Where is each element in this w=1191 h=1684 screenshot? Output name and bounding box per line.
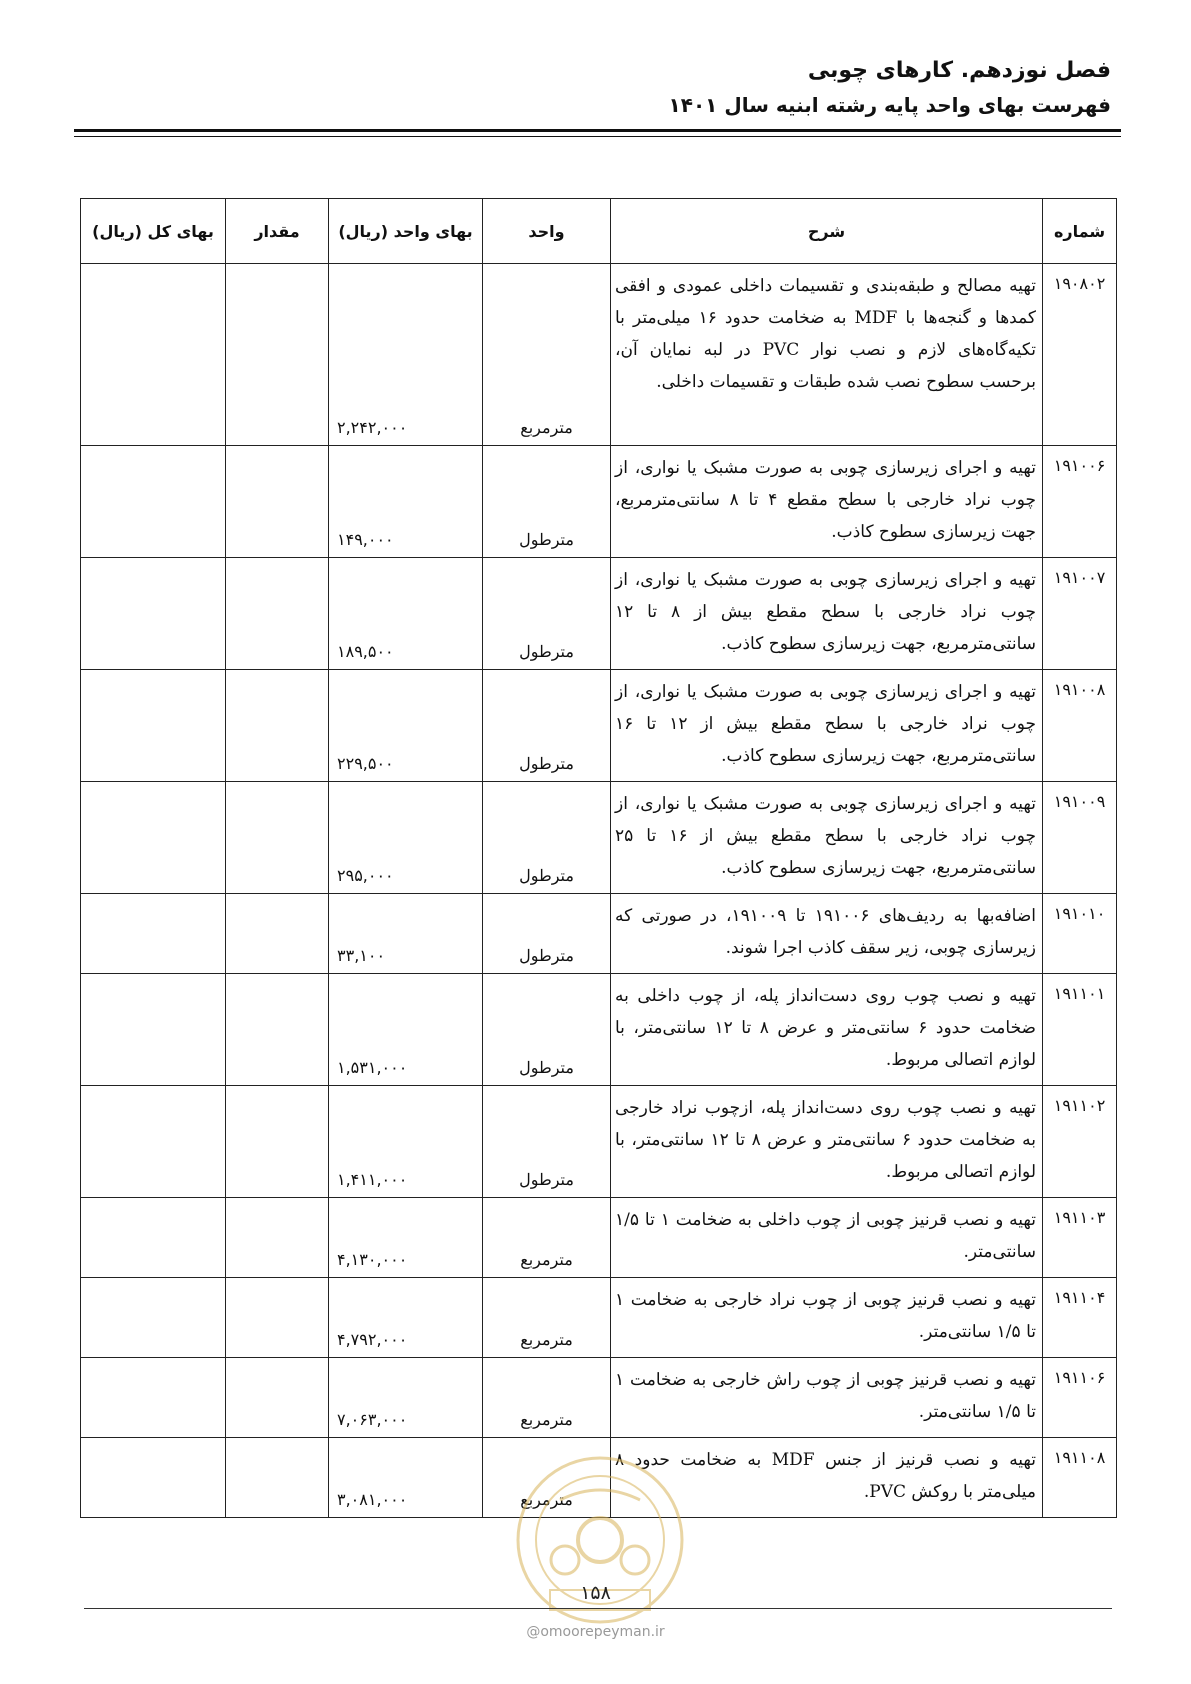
row-unit-price: ۷,۰۶۳,۰۰۰ xyxy=(329,1358,483,1438)
row-total-price xyxy=(81,1198,226,1278)
row-code: ۱۹۱۱۰۲ xyxy=(1043,1086,1117,1198)
row-unit: مترطول xyxy=(483,1086,611,1198)
col-header-unit-price: بهای واحد (ریال) xyxy=(329,199,483,264)
table-row xyxy=(81,1278,1117,1358)
row-total-price xyxy=(81,558,226,670)
row-unit: مترطول xyxy=(483,670,611,782)
row-unit-price: ۴,۱۳۰,۰۰۰ xyxy=(329,1198,483,1278)
row-description: اضافه‌بها به ردیف‌های ۱۹۱۰۰۶ تا ۱۹۱۰۰۹، در صورتی که زیرسازی چوبی، زیر سقف کاذب اجرا شوند. xyxy=(611,894,1043,974)
website-watermark: @omoorepeyman.ir xyxy=(526,1624,665,1640)
row-code: ۱۹۱۱۰۳ xyxy=(1043,1198,1117,1278)
row-quantity xyxy=(226,1438,329,1518)
document-subtitle: فهرست بهای واحد پایه رشته ابنیه سال ۱۴۰۱ xyxy=(668,93,1111,117)
row-unit: مترمربع xyxy=(483,1198,611,1278)
page-header xyxy=(669,58,1111,117)
row-description: تهیه و نصب چوب روی دست‌انداز پله، از چوب داخلی به ضخامت حدود ۶ سانتی‌متر و عرض ۸ تا ۱۲ سانتی‌متر، با لوازم اتصالی مربوط. xyxy=(611,974,1043,1086)
page-number: ۱۵۸ xyxy=(580,1582,611,1604)
row-unit: مترمربع xyxy=(483,264,611,446)
row-quantity xyxy=(226,264,329,446)
table-row xyxy=(81,1358,1117,1438)
row-description: تهیه و نصب قرنیز چوبی از چوب نراد خارجی به ضخامت ۱ تا ۱/۵ سانتی‌متر. xyxy=(611,1278,1043,1358)
table-row xyxy=(81,974,1117,1086)
row-quantity xyxy=(226,1198,329,1278)
row-total-price xyxy=(81,446,226,558)
row-description: تهیه و اجرای زیرسازی چوبی به صورت مشبک یا نواری، از چوب نراد خارجی با سطح مقطع بیش از ۱۶ تا ۲۵ سانتی‌مترمربع، جهت زیرسازی سطوح کاذب. xyxy=(611,782,1043,894)
col-header-total-price: بهای کل (ریال) xyxy=(81,199,226,264)
row-code: ۱۹۱۱۰۸ xyxy=(1043,1438,1117,1518)
row-code: ۱۹۱۰۰۶ xyxy=(1043,446,1117,558)
row-unit-price: ۱,۴۱۱,۰۰۰ xyxy=(329,1086,483,1198)
row-unit: مترمربع xyxy=(483,1278,611,1358)
price-table xyxy=(80,198,1117,1518)
row-unit: مترطول xyxy=(483,446,611,558)
row-code: ۱۹۱۰۰۹ xyxy=(1043,782,1117,894)
col-header-quantity: مقدار xyxy=(226,199,329,264)
header-rule-thin xyxy=(74,136,1121,137)
row-quantity xyxy=(226,558,329,670)
row-total-price xyxy=(81,894,226,974)
row-unit: مترطول xyxy=(483,894,611,974)
row-unit-price: ۴,۷۹۲,۰۰۰ xyxy=(329,1278,483,1358)
row-quantity xyxy=(226,974,329,1086)
row-total-price xyxy=(81,1278,226,1358)
table-row xyxy=(81,558,1117,670)
row-unit-price: ۲۹۵,۰۰۰ xyxy=(329,782,483,894)
row-total-price xyxy=(81,1438,226,1518)
row-total-price xyxy=(81,782,226,894)
row-unit: مترطول xyxy=(483,782,611,894)
row-description: تهیه و اجرای زیرسازی چوبی به صورت مشبک یا نواری، از چوب نراد خارجی با سطح مقطع ۴ تا ۸ سانتی‌مترمربع، جهت زیرسازی سطوح کاذب. xyxy=(611,446,1043,558)
row-code: ۱۹۱۱۰۴ xyxy=(1043,1278,1117,1358)
row-code: ۱۹۱۱۰۶ xyxy=(1043,1358,1117,1438)
row-quantity xyxy=(226,1278,329,1358)
row-quantity xyxy=(226,1086,329,1198)
row-unit: مترمربع xyxy=(483,1438,611,1518)
row-description: تهیه و اجرای زیرسازی چوبی به صورت مشبک یا نواری، از چوب نراد خارجی با سطح مقطع بیش از ۸ تا ۱۲ سانتی‌مترمربع، جهت زیرسازی سطوح کاذب. xyxy=(611,558,1043,670)
row-total-price xyxy=(81,264,226,446)
row-unit-price: ۲,۲۴۲,۰۰۰ xyxy=(329,264,483,446)
table-row xyxy=(81,894,1117,974)
row-description: تهیه و نصب قرنیز چوبی از چوب راش خارجی به ضخامت ۱ تا ۱/۵ سانتی‌متر. xyxy=(611,1358,1043,1438)
row-unit: مترطول xyxy=(483,558,611,670)
row-description: تهیه و نصب قرنیز از جنس MDF به ضخامت حدود ۸ میلی‌متر با روکش PVC. xyxy=(611,1438,1043,1518)
table-row xyxy=(81,1086,1117,1198)
row-description: تهیه و نصب قرنیز چوبی از چوب داخلی به ضخامت ۱ تا ۱/۵ سانتی‌متر. xyxy=(611,1198,1043,1278)
row-code: ۱۹۱۰۱۰ xyxy=(1043,894,1117,974)
table-row xyxy=(81,264,1117,446)
row-description: تهیه و اجرای زیرسازی چوبی به صورت مشبک یا نواری، از چوب نراد خارجی با سطح مقطع بیش از ۱۲ تا ۱۶ سانتی‌مترمربع، جهت زیرسازی سطوح کاذب. xyxy=(611,670,1043,782)
row-unit-price: ۳۳,۱۰۰ xyxy=(329,894,483,974)
col-header-code: شماره xyxy=(1043,199,1117,264)
header-rule-thick xyxy=(74,129,1121,132)
table-row xyxy=(81,446,1117,558)
row-unit: مترطول xyxy=(483,974,611,1086)
row-description: تهیه و نصب چوب روی دست‌انداز پله، ازچوب نراد خارجی به ضخامت حدود ۶ سانتی‌متر و عرض ۸ تا ۱۲ سانتی‌متر، با لوازم اتصالی مربوط. xyxy=(611,1086,1043,1198)
row-code: ۱۹۱۰۰۸ xyxy=(1043,670,1117,782)
row-quantity xyxy=(226,894,329,974)
row-code: ۱۹۰۸۰۲ xyxy=(1043,264,1117,446)
table-row xyxy=(81,1198,1117,1278)
row-unit-price: ۱۸۹,۵۰۰ xyxy=(329,558,483,670)
chapter-title: فصل نوزدهم. کارهای چوبی xyxy=(807,58,1111,83)
row-unit-price: ۱,۵۳۱,۰۰۰ xyxy=(329,974,483,1086)
row-code: ۱۹۱۱۰۱ xyxy=(1043,974,1117,1086)
col-header-description: شرح xyxy=(611,199,1043,264)
row-total-price xyxy=(81,670,226,782)
table-row xyxy=(81,1438,1117,1518)
row-unit-price: ۳,۰۸۱,۰۰۰ xyxy=(329,1438,483,1518)
table-row xyxy=(81,782,1117,894)
row-code: ۱۹۱۰۰۷ xyxy=(1043,558,1117,670)
row-unit-price: ۱۴۹,۰۰۰ xyxy=(329,446,483,558)
row-quantity xyxy=(226,782,329,894)
table-header-row xyxy=(81,199,1117,264)
row-total-price xyxy=(81,1086,226,1198)
row-total-price xyxy=(81,974,226,1086)
row-description: تهیه مصالح و طبقه‌بندی و تقسیمات داخلی عمودی و افقی کمدها و گنجه‌ها با MDF به ضخامت حدود ۱۶ میلی‌متر با تکیه‌گاه‌های لازم و نصب نوار PVC در لبه نمایان آن، برحسب سطوح نصب شده طبقات و تقسیمات داخلی. xyxy=(611,264,1043,446)
table-row xyxy=(81,670,1117,782)
row-quantity xyxy=(226,446,329,558)
row-unit: مترمربع xyxy=(483,1358,611,1438)
row-total-price xyxy=(81,1358,226,1438)
footer-rule xyxy=(84,1608,1112,1609)
row-quantity xyxy=(226,1358,329,1438)
row-unit-price: ۲۲۹,۵۰۰ xyxy=(329,670,483,782)
row-quantity xyxy=(226,670,329,782)
col-header-unit: واحد xyxy=(483,199,611,264)
